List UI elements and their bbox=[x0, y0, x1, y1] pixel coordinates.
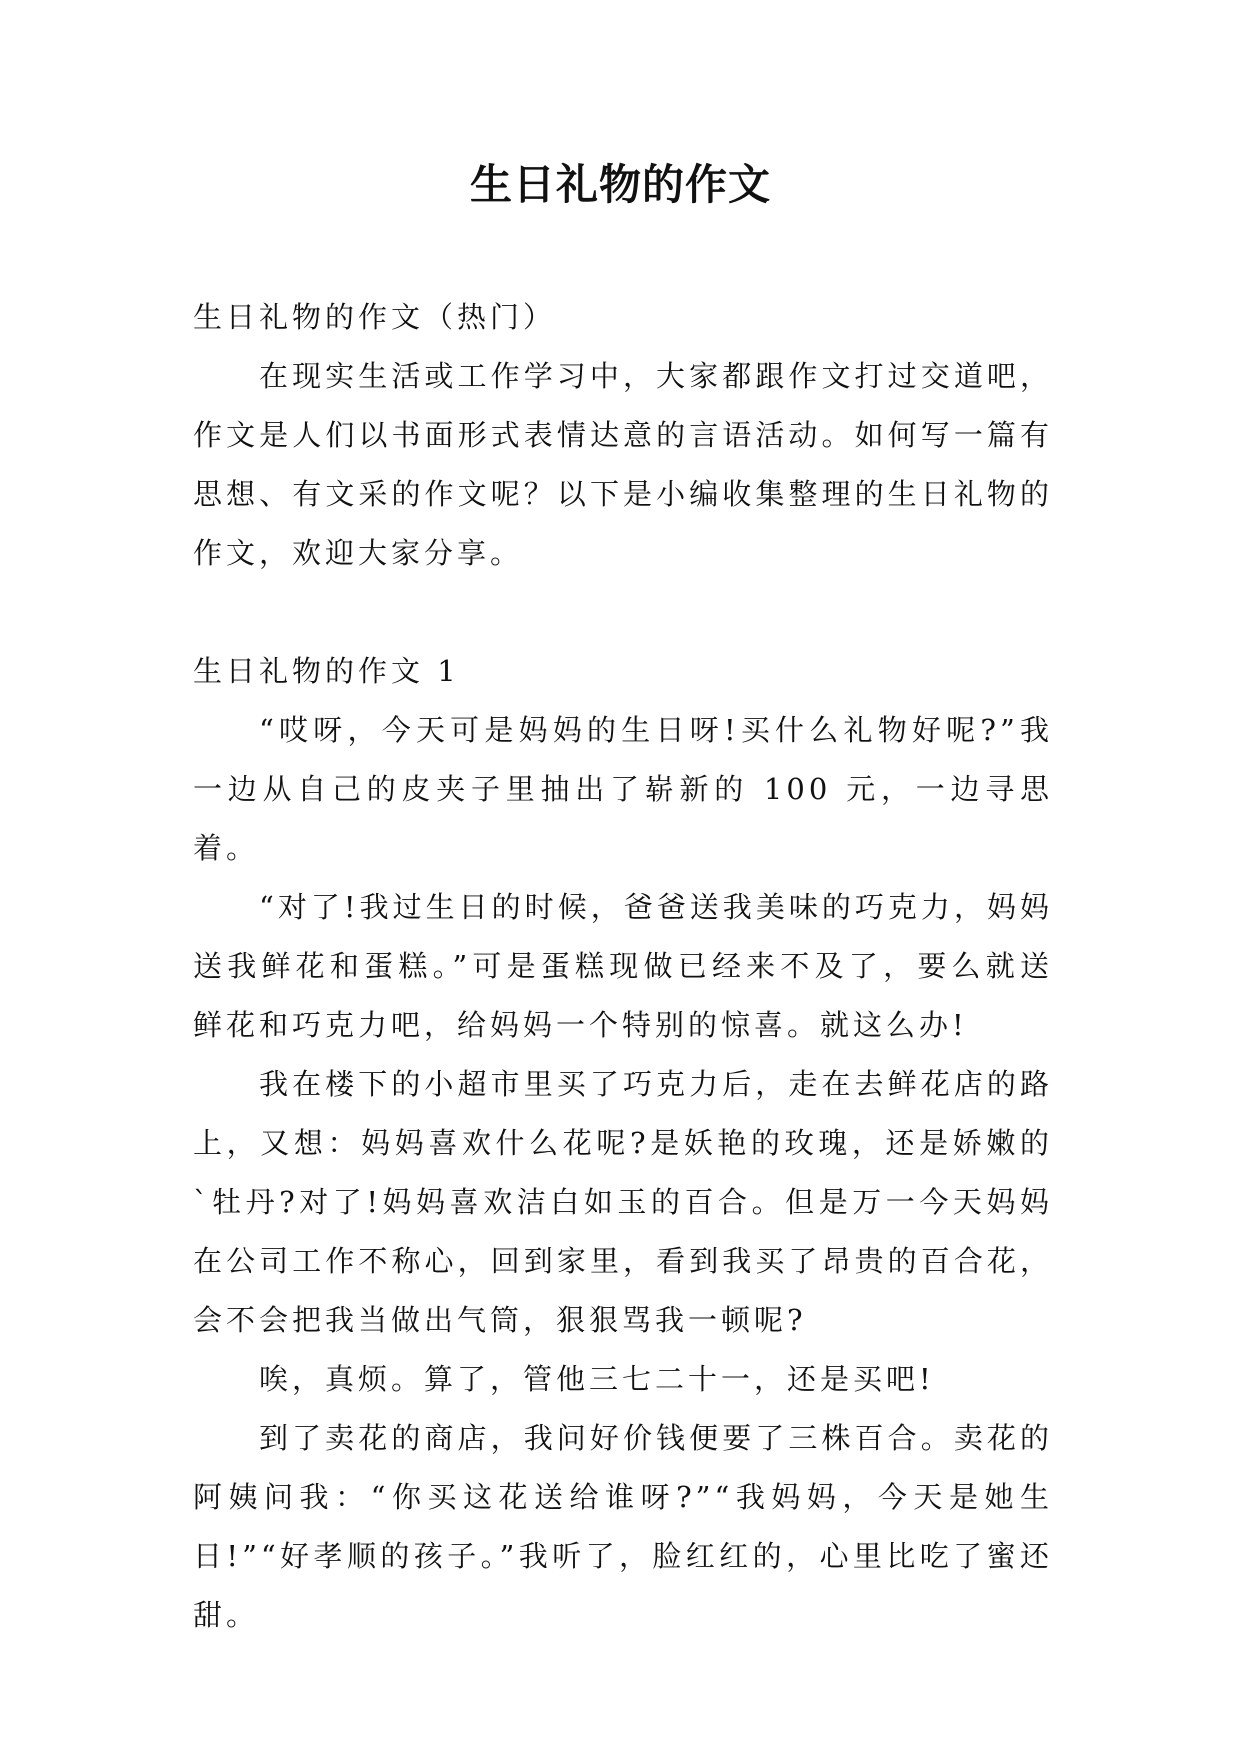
paragraph: “哎呀，今天可是妈妈的生日呀!买什么礼物好呢?”我一边从自己的皮夹子里抽出了崭新的 100 元，一边寻思着。 bbox=[193, 713, 1053, 865]
subtitle: 生日礼物的作文（热门） bbox=[193, 300, 557, 334]
paragraph: 我在楼下的小超市里买了巧克力后，走在去鲜花店的路上，又想：妈妈喜欢什么花呢?是妖艳的玫瑰，还是娇嫩的`牡丹?对了!妈妈喜欢洁白如玉的百合。但是万一今天妈妈在公司工作不称心，回到家里，看到我买了昂贵的百合花，会不会把我当做出气筒，狠狠骂我一顿呢? bbox=[193, 1067, 1053, 1337]
section-heading: 生日礼物的作文 1 bbox=[193, 654, 460, 688]
paragraph: 唉，真烦。算了，管他三七二十一，还是买吧! bbox=[259, 1362, 935, 1396]
paragraph: “对了!我过生日的时候，爸爸送我美味的巧克力，妈妈送我鲜花和蛋糕。”可是蛋糕现做已经来不及了，要么就送鲜花和巧克力吧，给妈妈一个特别的惊喜。就这么办! bbox=[193, 890, 1053, 1042]
intro-paragraph: 在现实生活或工作学习中，大家都跟作文打过交道吧，作文是人们以书面形式表情达意的言语活动。如何写一篇有思想、有文采的作文呢？以下是小编收集整理的生日礼物的作文，欢迎大家分享。 bbox=[193, 359, 1053, 570]
document-title: 生日礼物的作文 bbox=[469, 160, 771, 209]
paragraph: 到了卖花的商店，我问好价钱便要了三株百合。卖花的阿姨问我：“你买这花送给谁呀?”“我妈妈，今天是她生日!”“好孝顺的孩子。”我听了，脸红红的，心里比吃了蜜还甜。 bbox=[193, 1421, 1053, 1632]
document-body bbox=[193, 288, 1053, 1645]
